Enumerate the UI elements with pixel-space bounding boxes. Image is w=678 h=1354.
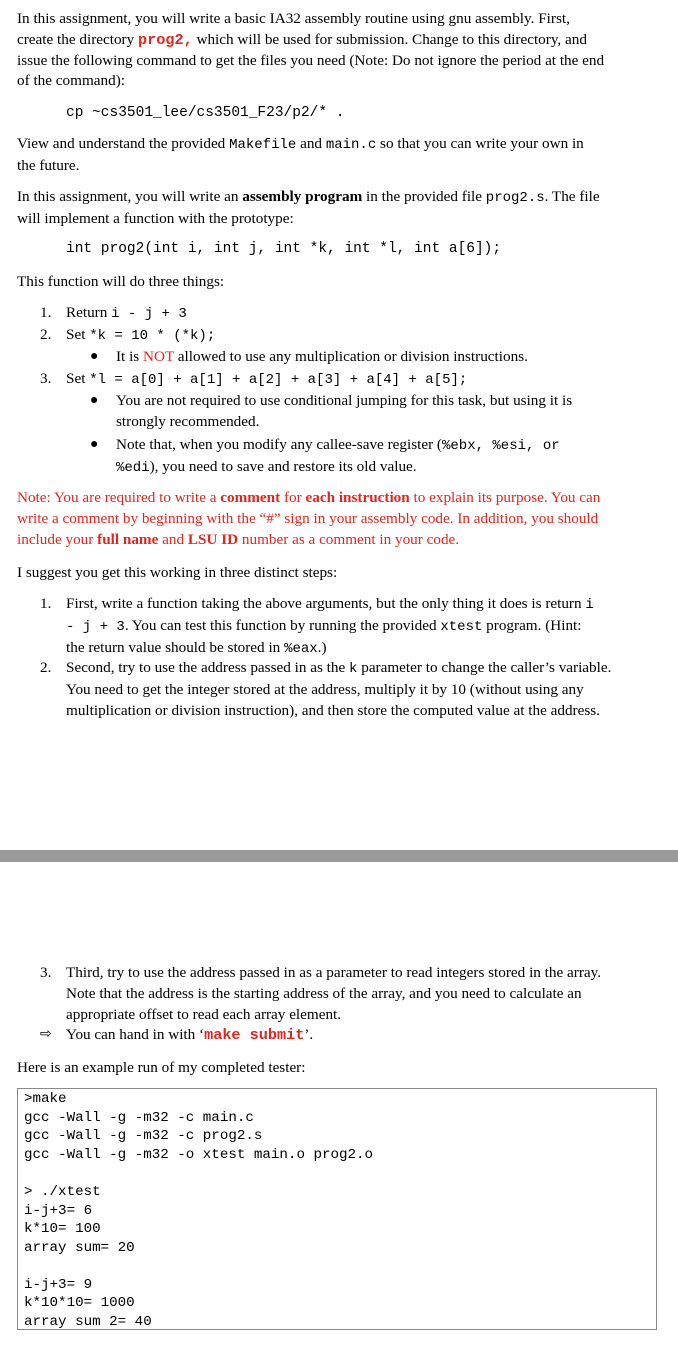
intro-line: In this assignment, you will write a basic IA32 assembly routine using gnu assembly. First,	[17, 10, 570, 27]
terminal-line: array sum 2= 40	[24, 1314, 152, 1331]
arrow-right-icon: ⇨	[40, 1027, 52, 1042]
code: %ebx, %esi, or	[442, 438, 560, 454]
document-page-2	[0, 862, 678, 1354]
code: i	[585, 597, 594, 613]
text: Note: You are required to write a	[17, 489, 221, 506]
understand-paragraph	[17, 134, 667, 177]
text: In this assignment, you will write an	[17, 188, 243, 205]
bold-text: assembly program	[242, 188, 363, 205]
text: parameter to change the caller’s variable.	[357, 659, 612, 676]
make-submit-code: make submit	[204, 1026, 305, 1044]
list-number: 2.	[40, 659, 52, 676]
terminal-line: k*10= 100	[24, 1221, 101, 1238]
terminal-spacer	[24, 1165, 650, 1183]
text: in the provided file	[362, 188, 486, 205]
text: . The file	[544, 188, 600, 205]
text: You can hand in with ‘	[66, 1026, 205, 1043]
text: You are not required to use conditional jumping for this task, but using it is	[116, 392, 573, 409]
code: xtest	[440, 618, 483, 635]
code: - j + 3	[66, 618, 125, 635]
terminal-line: gcc -Wall -g -m32 -o xtest main.o prog2.o	[24, 1147, 374, 1164]
text: You need to get the integer stored at the address, multiply it by 10 (without using any	[66, 680, 584, 698]
list-number: 3.	[40, 370, 52, 387]
text: include your	[17, 530, 98, 548]
text: Note that the address is the starting address of the array, and you need to calculate an	[66, 984, 582, 1002]
page-separator	[0, 850, 678, 862]
bold-text: each instruction	[305, 489, 410, 506]
function-prototype: int prog2(int i, int j, int *k, int *l, int a[6]);	[66, 241, 502, 257]
terminal-output	[17, 1088, 657, 1330]
terminal-line: i-j+3= 6	[24, 1202, 93, 1219]
intro-line: issue the following command to get the files you need (Note: Do not ignore the period at the end	[17, 51, 605, 69]
copy-command: cp ~cs3501_lee/cs3501_F23/p2/* .	[66, 105, 345, 121]
not-emphasis: NOT	[143, 348, 174, 365]
note-paragraph	[17, 488, 667, 550]
text: to explain its purpose. You can	[409, 489, 601, 506]
text: Second, try to use the address passed in as the	[66, 659, 350, 676]
text: will implement a function with the prototype:	[17, 209, 294, 227]
code: i - j + 3	[111, 306, 187, 322]
text: and	[158, 530, 188, 548]
bullet-icon: ●	[90, 437, 99, 452]
terminal-line: gcc -Wall -g -m32 -c prog2.s	[24, 1128, 263, 1145]
intro-line	[17, 30, 667, 51]
terminal-line: >make	[24, 1091, 67, 1107]
bold-text: full name	[97, 530, 159, 548]
text: create the directory	[17, 30, 139, 48]
code: %eax	[284, 640, 318, 657]
text: program. (Hint:	[482, 616, 582, 634]
text: It is	[116, 348, 144, 365]
list-number: 1.	[40, 595, 52, 612]
makefile-code: Makefile	[229, 137, 297, 153]
text: multiplication or division instruction), and then store the computed value at the address.	[66, 701, 600, 719]
text: the return value should be stored in	[66, 638, 285, 656]
text: Return	[66, 304, 112, 321]
mainc-code: main.c	[325, 137, 377, 153]
example-intro: Here is an example run of my completed tester:	[17, 1059, 306, 1076]
text: and	[296, 135, 326, 152]
list-number: 3.	[40, 964, 52, 981]
text: ), you need to save and restore its old value.	[149, 457, 417, 475]
text: write a comment by beginning with the “#” sign in your assembly code. In addition, you should	[17, 509, 599, 527]
text: Set	[66, 370, 90, 387]
bullet-icon: ●	[90, 349, 99, 364]
text: First, write a function taking the above arguments, but the only thing it does is return	[66, 595, 586, 612]
text: Note that, when you modify any callee-save register (	[116, 436, 442, 453]
text: number as a comment in your code.	[238, 530, 460, 548]
code: k	[349, 661, 358, 677]
intro-line: of the command):	[17, 72, 125, 90]
text: View and understand the provided	[17, 135, 230, 152]
text: ’.	[304, 1026, 314, 1043]
code: *k = 10 * (*k);	[89, 328, 216, 344]
bold-text: LSU ID	[187, 530, 239, 548]
list-number: 2.	[40, 326, 52, 343]
text: allowed to use any multiplication or division instructions.	[173, 348, 528, 365]
assignment-paragraph	[17, 187, 667, 230]
terminal-spacer	[24, 1258, 650, 1276]
bullet-icon: ●	[90, 393, 99, 408]
text: Third, try to use the address passed in as a parameter to read integers stored in the array.	[66, 964, 602, 981]
terminal-line: k*10*10= 1000	[24, 1295, 135, 1312]
directory-name: prog2,	[138, 30, 193, 49]
text: strongly recommended.	[116, 412, 260, 430]
text: .)	[317, 638, 327, 656]
file-code: prog2.s	[485, 190, 545, 206]
list-number: 1.	[40, 304, 52, 321]
text: which will be used for submission. Change to this directory, and	[192, 30, 587, 48]
text: the future.	[17, 156, 80, 174]
terminal-line: > ./xtest	[24, 1183, 101, 1200]
code: *l = a[0] + a[1] + a[2] + a[3] + a[4] + a[5];	[89, 372, 468, 388]
bold-text: comment	[220, 489, 281, 506]
text: . You can test this function by running the provided	[124, 616, 441, 634]
three-things-heading: This function will do three things:	[17, 273, 225, 290]
suggest-line: I suggest you get this working in three distinct steps:	[17, 564, 338, 581]
intro-paragraph	[17, 9, 667, 92]
terminal-line: gcc -Wall -g -m32 -c main.c	[24, 1109, 254, 1126]
text: for	[280, 489, 306, 506]
text: so that you can write your own in	[376, 135, 584, 152]
terminal-line: array sum= 20	[24, 1239, 135, 1256]
text: appropriate offset to read each array element.	[66, 1005, 342, 1023]
code: %edi	[116, 459, 150, 476]
terminal-line: i-j+3= 9	[24, 1276, 93, 1293]
text: Set	[66, 326, 90, 343]
